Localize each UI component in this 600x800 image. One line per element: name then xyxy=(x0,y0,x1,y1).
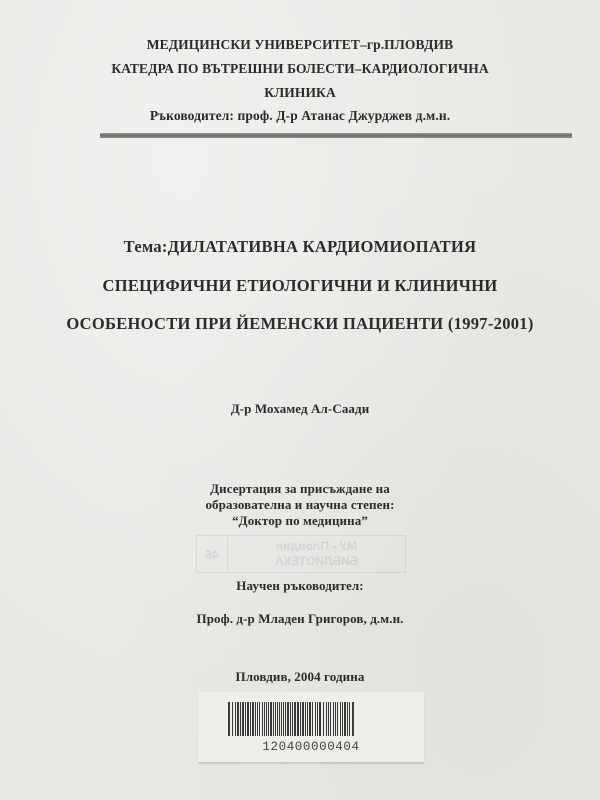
author-name: Д-р Мохамед Ал-Саади xyxy=(230,401,370,416)
supervisor-label: Научен ръководител: xyxy=(236,578,364,593)
library-stamp-number: 46 xyxy=(197,536,228,572)
department-name: КАТЕДРА ПО ВЪТРЕШНИ БОЛЕСТИ–КАРДИОЛОГИЧНА xyxy=(111,61,489,76)
barcode-icon xyxy=(228,702,393,736)
department-head: Ръководител: проф. Д-р Атанас Джурджев д.м.н. xyxy=(149,108,451,123)
thesis-title-line-2: СПЕЦИФИЧНИ ЕТИОЛОГИЧНИ И КЛИНИЧНИ xyxy=(102,276,498,295)
place-and-year: Пловдив, 2004 година xyxy=(235,669,365,684)
dissertation-line-2: образователна и научна степен: xyxy=(205,497,395,512)
library-stamp-line-2: БИБЛИОТЕКА xyxy=(274,554,359,568)
horizontal-rule xyxy=(100,133,572,138)
barcode-number: 120400000404 xyxy=(262,740,360,754)
university-name: МЕДИЦИНСКИ УНИВЕРСИТЕТ–гр.ПЛОВДИВ xyxy=(146,37,454,52)
clinic-name: КЛИНИКА xyxy=(264,85,336,100)
barcode-label xyxy=(198,692,424,763)
thesis-title-line-3: ОСОБЕНОСТИ ПРИ ЙЕМЕНСКИ ПАЦИЕНТИ (1997-2001) xyxy=(66,314,534,333)
dissertation-line-3: “Доктор по медицина” xyxy=(232,513,368,528)
library-stamp-line-1: МУ - Пловдив xyxy=(275,539,358,553)
supervisor-name: Проф. д-р Младен Григоров, д.м.н. xyxy=(196,611,404,626)
dissertation-line-1: Дисертация за присъждане на xyxy=(210,481,390,496)
library-stamp-text xyxy=(228,536,405,572)
thesis-title-line-1: Тема:ДИЛАТАТИВНА КАРДИОМИОПАТИЯ xyxy=(123,237,477,256)
library-stamp xyxy=(196,535,406,573)
